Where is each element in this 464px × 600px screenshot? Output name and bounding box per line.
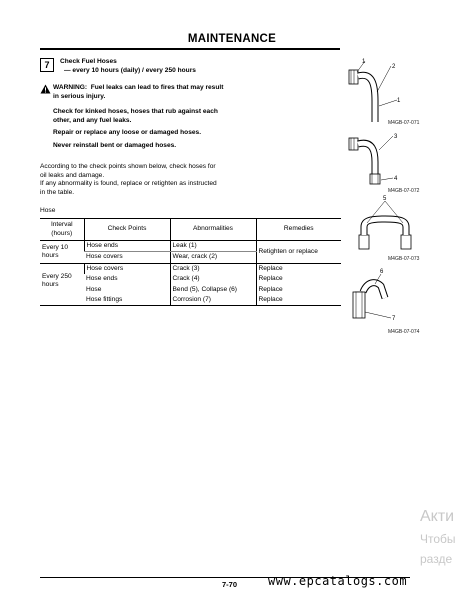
callout-6: 6 [380,269,384,275]
activation-overlay-line: разде [420,552,453,566]
table-row [40,274,341,284]
warning-item-repair: Repair or replace any loose or damaged hoses. [53,129,202,136]
abnormality-cell: Wear, crack (2) [170,252,256,263]
abnormality-cell: Crack (4) [170,274,256,284]
page-number: 7-70 [222,580,238,589]
table-row [40,285,341,295]
remedy-cell: Replace [256,295,341,306]
figure-hose-crack [345,130,430,190]
col-header-remedies: Remedies [256,219,341,241]
check-point-cell: Hose ends [84,241,170,252]
check-point-cell: Hose [86,285,102,293]
figure-hose-bend [345,195,430,255]
col-header-interval: Interval (hours) [40,219,84,241]
callout-2: 2 [392,64,396,70]
figure-code-073: M4GB-07-073 [388,256,420,262]
callout-5: 5 [383,196,387,202]
table-row [40,241,341,252]
callout-1: 1 [362,59,366,65]
callout-1b: 1 [397,98,401,104]
figure-code-074: M4GB-07-074 [388,329,420,335]
check-point-cell: Hose covers [84,252,170,263]
figure-hose-collapse [345,268,430,328]
check-point-cell: Hose fittings [84,295,170,306]
step-title: Check Fuel Hoses [60,58,117,65]
remedy-cell: Replace [256,263,341,274]
interval-cell: Every 10 hours [40,241,84,264]
warning-icon [40,84,51,94]
header-divider [40,48,340,50]
abnormality-cell: Corrosion (7) [170,295,256,306]
activation-overlay-title: Акти [420,508,455,525]
col-header-abnormalities: Abnormalities [170,219,256,241]
figure-hose-end-leak [345,56,430,126]
table-row [40,263,341,274]
abnormality-cell: Bend (5), Collapse (6) [170,285,256,295]
callout-3: 3 [394,134,398,140]
step-number-box: 7 [40,58,54,72]
abnormality-cell: Crack (3) [170,263,256,274]
col-header-check-points: Check Points [84,219,170,241]
remedy-cell: Replace [256,285,341,295]
activation-overlay-line: Чтобы [420,532,456,546]
step-interval: — every 10 hours (daily) / every 250 hours [64,67,196,74]
watermark-text: www.epcatalogs.com [268,574,408,588]
warning-item-never: Never reinstall bent or damaged hoses. [53,142,177,149]
check-point-cell: Hose ends [86,275,118,283]
abnormality-cell: Leak (1) [170,241,256,252]
callout-4: 4 [394,176,398,182]
page-title: MAINTENANCE [187,33,277,45]
warning-item-kinked: Check for kinked hoses, hoses that rub against each other, and any fuel leaks. [53,108,218,124]
check-point-cell: Hose covers [84,263,170,274]
hose-check-table [40,218,341,306]
table-header-row [40,219,341,241]
intro-paragraph: According to the check points shown below, check hoses for oil leaks and damage. If any abnormality is found, replace or retighten as instructed in the table. [40,163,217,196]
figure-code-072: M4GB-07-072 [388,188,420,194]
table-row [40,295,341,306]
table-caption: Hose [40,207,56,214]
warning-label: WARNING: [53,84,88,91]
figure-code-071: M4GB-07-071 [388,120,420,126]
callout-7: 7 [392,316,396,322]
warning-text: WARNING: Fuel leaks can lead to fires that may result in serious injury. [53,84,224,100]
remedy-cell: Replace [256,274,341,284]
remedy-cell: Retighten or replace [256,241,341,264]
interval-cell: Every 250 hours [40,263,84,306]
